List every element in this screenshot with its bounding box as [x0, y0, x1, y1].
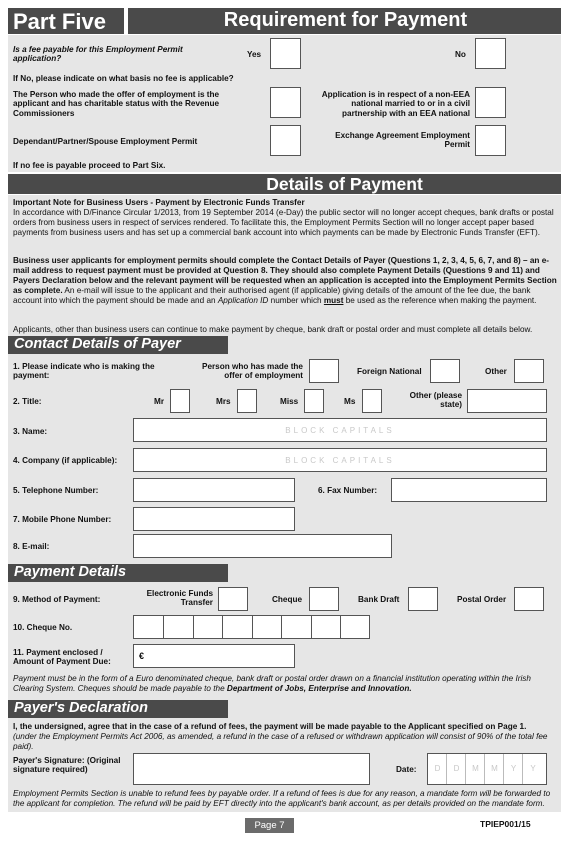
name-placeholder: BLOCK CAPITALS [285, 426, 395, 435]
date-cell-d2: D [448, 754, 466, 784]
business-users-text-a: An e-mail will issue to the applicant and their authorised agent (if applicable) giving details of the amount of the fee due, the bank account into which the payment should be made and an [13, 286, 531, 305]
declaration-text: I, the undersigned, agree that in the case of a refund of fees, the payment will be made payable to the Applicant specified on Page 1. [13, 722, 527, 731]
cheque-cell-divider [252, 616, 253, 638]
q2-label: 2. Title: [13, 397, 42, 406]
method-cheque-label: Cheque [272, 595, 303, 604]
q1-label: 1. Please indicate who is making the payment: [13, 362, 155, 381]
spouse-checkbox[interactable] [270, 125, 301, 156]
fee-yes-label: Yes [247, 50, 262, 59]
method-draft-checkbox[interactable] [408, 587, 438, 611]
business-users-bold: Business user applicants for employment permits should complete the Contact Details of Payer (Questions 1, 2, 3, 4, 5, 6, 7, and 8) – an e-mail address to request payment must be provided at Question 8. They should also complete Payment Details (Questions 9 and 11) and Payers Declaration below and the relevant payment will be requested when an application is accepted into the Employment Permits Section as complete. [13, 256, 557, 295]
date-label: Date: [396, 765, 417, 774]
charity-checkbox[interactable] [270, 87, 301, 118]
declaration-note: (under the Employment Permits Act 2006, as amended, a refund in the case of a refused or withdrawn application will consist of 90% of the total fee paid). [13, 732, 548, 751]
non-eea-checkbox[interactable] [475, 87, 506, 118]
section-title-requirement: Requirement for Payment [223, 9, 468, 31]
exchange-option-label: Exchange Agreement Employment Permit [335, 131, 470, 150]
email-field[interactable] [133, 534, 392, 558]
payer-person-checkbox[interactable] [309, 359, 339, 383]
cheque-cell-divider [311, 616, 312, 638]
payer-person-label: Person who has made the offer of employment [201, 362, 303, 381]
business-users-text-c: be used as the reference when making the payment. [343, 296, 537, 305]
eft-note-title: Important Note for Business Users - Payment by Electronic Funds Transfer [13, 198, 305, 207]
payment-details-heading: Payment Details [8, 564, 228, 582]
contact-details-heading: Contact Details of Payer [8, 336, 228, 354]
method-postal-checkbox[interactable] [514, 587, 544, 611]
date-cell-m2: M [486, 754, 504, 784]
company-field[interactable] [133, 448, 547, 472]
part-divider [124, 8, 128, 34]
date-cell-y2: Y [530, 764, 536, 773]
date-cell-y1: Y [505, 754, 523, 784]
q9-label: 9. Method of Payment: [13, 595, 101, 604]
fax-field[interactable] [391, 478, 547, 502]
mobile-field[interactable] [133, 507, 295, 531]
other-applicants-paragraph: Applicants, other than business users can continue to make payment by cheque, bank draft or postal order and must complete all details below. [13, 325, 533, 334]
payer-foreign-checkbox[interactable] [430, 359, 460, 383]
cheque-number-field[interactable] [133, 615, 370, 639]
charity-option-label: The Person who made the offer of employment is the applicant and has charitable status with the Revenue Commissioners [13, 90, 220, 118]
date-field[interactable] [427, 753, 547, 785]
q6-label: 6. Fax Number: [318, 486, 378, 495]
payer-foreign-label: Foreign National [357, 367, 422, 376]
telephone-field[interactable] [133, 478, 295, 502]
payment-note [13, 674, 558, 694]
date-cell-m1: M [467, 754, 485, 784]
title-mrs-label: Mrs [216, 397, 231, 406]
no-fee-note: If no fee is payable proceed to Part Six. [13, 161, 166, 170]
exchange-checkbox[interactable] [475, 125, 506, 156]
declaration-heading: Payer's Declaration [8, 700, 228, 718]
application-id-text: Application ID [217, 296, 269, 305]
q4-label: 4. Company (if applicable): [13, 456, 118, 465]
title-miss-label: Miss [280, 397, 299, 406]
method-eft-checkbox[interactable] [218, 587, 248, 611]
cheque-cell-divider [340, 616, 341, 638]
method-eft-label: Electronic Funds Transfer [146, 589, 213, 608]
title-ms-checkbox[interactable] [362, 389, 382, 413]
title-ms-label: Ms [344, 397, 356, 406]
date-cell-d1: D [429, 754, 447, 784]
eft-note-body: In accordance with D/Finance Circular 1/2013, from 19 September 2014 (e-Day) the public sector will no longer accept cheques, bank drafts or postal orders from business users in respect of services rendered. To facilitate this, the Employment Permits Section will no longer accept paper based payments from business users and has set up a commercial bank account into which payments can be made by Electronic Funds Transfer (EFT). [13, 208, 554, 237]
company-placeholder: BLOCK CAPITALS [285, 456, 395, 465]
q8-label: 8. E-mail: [13, 542, 50, 551]
cheque-cell-divider [193, 616, 194, 638]
payee-name: Department of Jobs, Enterprise and Innovation. [226, 684, 412, 693]
form-code: TPIEP001/15 [480, 819, 531, 829]
title-other-label: Other (please state) [409, 391, 462, 410]
q7-label: 7. Mobile Phone Number: [13, 515, 112, 524]
non-eea-option-label: Application is in respect of a non-EEA national married to or in a civil partnership with an EEA national [321, 90, 470, 118]
spouse-option-label: Dependant/Partner/Spouse Employment Permit [13, 137, 198, 146]
q5-label: 5. Telephone Number: [13, 486, 99, 495]
cheque-cell-divider [222, 616, 223, 638]
title-mrs-checkbox[interactable] [237, 389, 257, 413]
euro-symbol: € [139, 651, 145, 661]
method-cheque-checkbox[interactable] [309, 587, 339, 611]
page-number: Page 7 [245, 818, 294, 833]
title-other-field[interactable] [467, 389, 547, 413]
part-label: Part Five [13, 9, 106, 34]
signature-label: Payer's Signature: (Original signature required) [13, 756, 121, 775]
cheque-cell-divider [163, 616, 164, 638]
cheque-cell-divider [281, 616, 282, 638]
title-miss-checkbox[interactable] [304, 389, 324, 413]
business-users-paragraph [13, 256, 558, 306]
fee-no-label: No [455, 50, 466, 59]
method-postal-label: Postal Order [457, 595, 507, 604]
name-field[interactable] [133, 418, 547, 442]
q11-label: 11. Payment enclosed / Amount of Payment Due: [13, 648, 111, 667]
payer-other-checkbox[interactable] [514, 359, 544, 383]
fee-no-checkbox[interactable] [475, 38, 506, 69]
basis-question: If No, please indicate on what basis no fee is applicable? [13, 74, 234, 83]
title-mr-label: Mr [154, 397, 165, 406]
refund-note: Employment Permits Section is unable to refund fees by payable order. If a refund of fees is due for any reason, a mandate form will be forwarded to the applicant for completion. The refund will be paid by EFT directly into the applicant's bank account, as per details provided on the mandate form. [13, 789, 551, 808]
payer-other-label: Other [485, 367, 507, 376]
title-mr-checkbox[interactable] [170, 389, 190, 413]
must-text: must [323, 296, 344, 305]
amount-field[interactable] [133, 644, 295, 668]
signature-field[interactable] [133, 753, 370, 785]
q3-label: 3. Name: [13, 427, 48, 436]
fee-question: Is a fee payable for this Employment Permit application? [13, 45, 183, 64]
section-title-details: Details of Payment [266, 174, 423, 194]
business-users-text-b: number which [268, 296, 324, 305]
fee-yes-checkbox[interactable] [270, 38, 301, 69]
method-draft-label: Bank Draft [358, 595, 400, 604]
payment-note-text: Payment must be in the form of a Euro denominated cheque, bank draft or postal order drawn on a financial institution operating within the Irish Clearing System. Cheques should be made payable to the [13, 674, 531, 693]
q10-label: 10. Cheque No. [13, 623, 73, 632]
